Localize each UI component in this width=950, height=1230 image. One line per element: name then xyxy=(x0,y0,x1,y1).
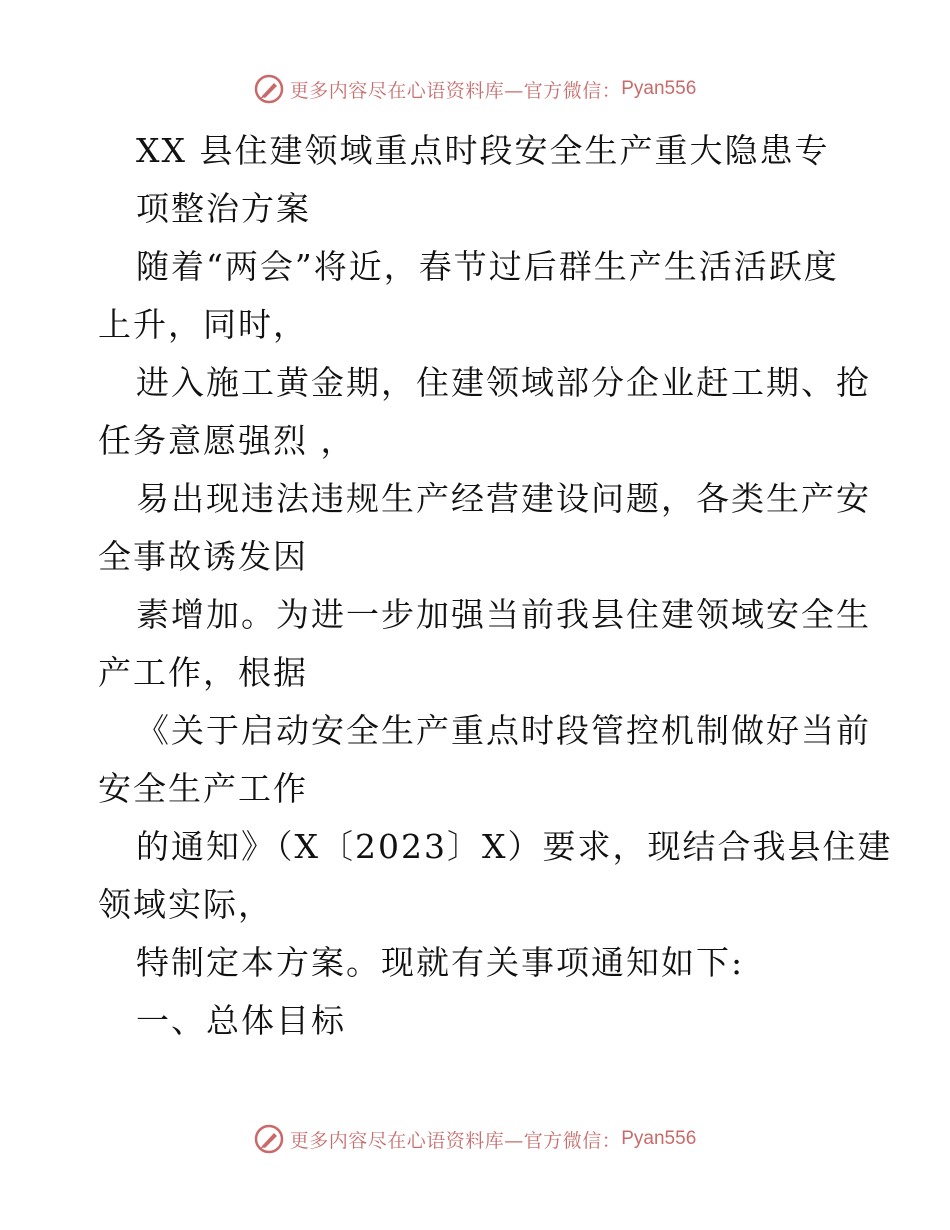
paragraph-line: 全事故诱发因 xyxy=(98,537,308,576)
footer-watermark xyxy=(0,1124,950,1154)
pen-logo-icon xyxy=(254,74,284,104)
paragraph-line: 产工作，根据 xyxy=(98,653,308,692)
header-watermark xyxy=(0,74,950,104)
paragraph-line: 易出现违法违规生产经营建设问题，各类生产安 xyxy=(136,479,871,518)
paragraph-line: 特制定本方案。现就有关事项通知如下: xyxy=(136,943,745,982)
paragraph-line: 素增加。为进一步加强当前我县住建领域安全生 xyxy=(136,595,871,634)
watermark-wechat-id: Pyan556 xyxy=(621,78,697,99)
paragraph-line: 进入施工黄金期，住建领域部分企业赶工期、抢 xyxy=(136,363,871,402)
watermark-text: 更多内容尽在心语资料库—官方微信： xyxy=(289,1129,622,1152)
paragraph-line: 领域实际， xyxy=(98,885,273,924)
document-title-line-2: 项整治方案 xyxy=(136,189,311,228)
watermark-text: 更多内容尽在心语资料库—官方微信： xyxy=(289,79,622,102)
paragraph-line: 《关于启动安全生产重点时段管控机制做好当前 xyxy=(136,711,871,750)
document-title-line-1: XX 县住建领域重点时段安全生产重大隐患专 xyxy=(136,131,830,170)
pen-logo-icon xyxy=(254,1124,284,1154)
document-body xyxy=(98,122,893,1050)
watermark-wechat-id: Pyan556 xyxy=(621,1128,697,1149)
paragraph-line: 上升，同时， xyxy=(98,305,308,344)
paragraph-line: 随着“两会”将近，春节过后群生产生活活跃度 xyxy=(136,247,839,286)
paragraph-line: 任务意愿强烈 ， xyxy=(98,421,356,460)
paragraph-line: 安全生产工作 xyxy=(98,769,308,808)
paragraph-line: 的通知》（X〔2023〕X）要求，现结合我县住建 xyxy=(136,827,893,866)
section-heading: 一、总体目标 xyxy=(136,1001,346,1040)
